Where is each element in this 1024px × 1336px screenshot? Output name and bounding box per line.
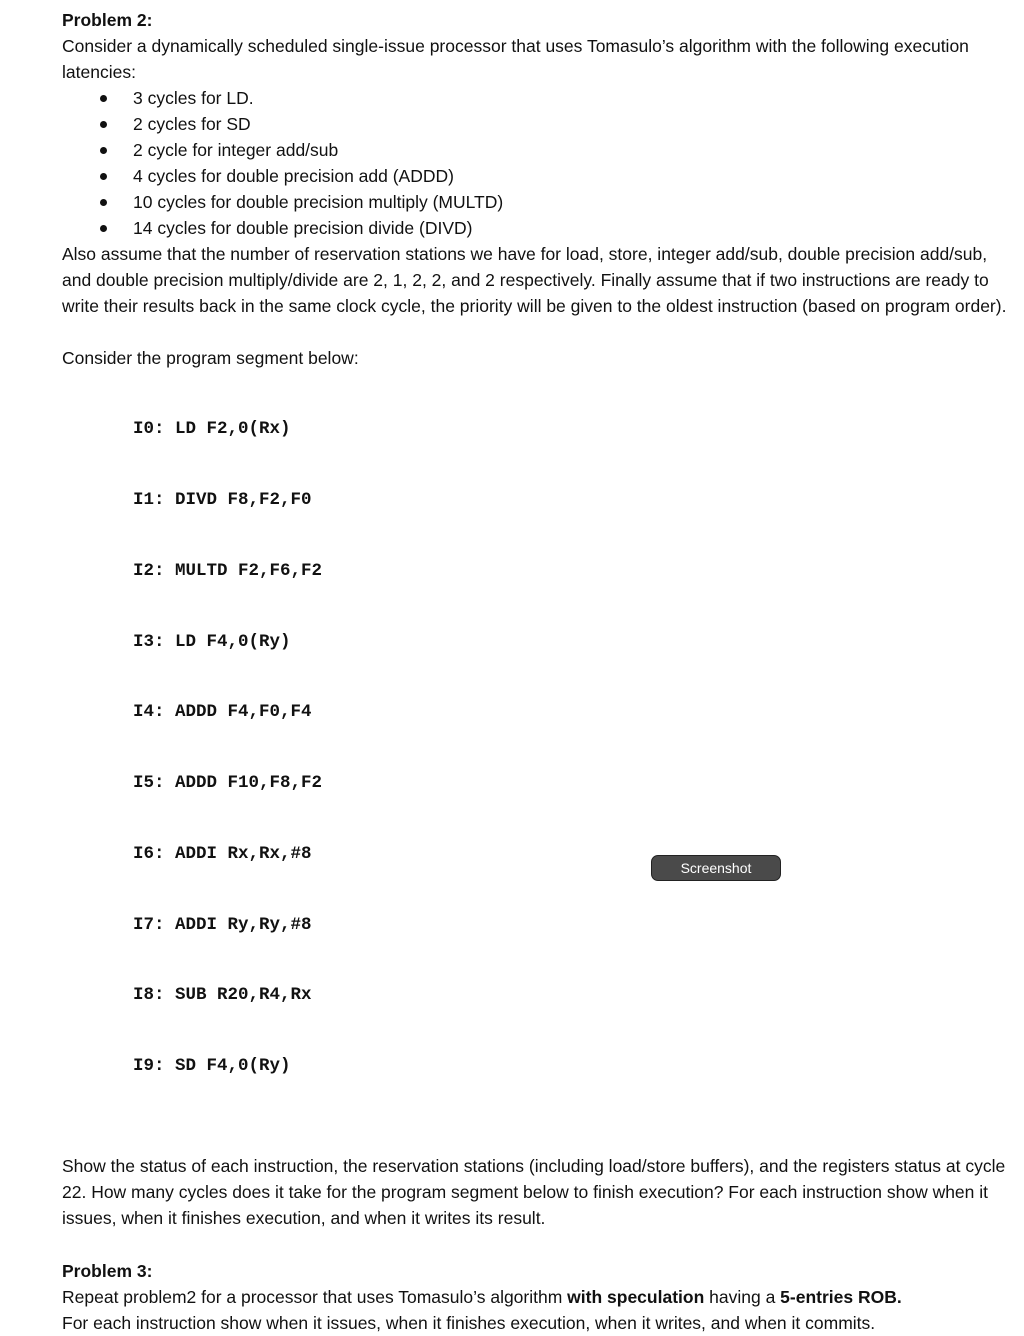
code-line: I6: ADDI Rx,Rx,#8 — [133, 843, 312, 864]
code-line: I9: SD F4,0(Ry) — [133, 1056, 291, 1077]
list-item: 2 cycles for SD — [62, 111, 1012, 137]
code-line: I3: LD F4,0(Ry) — [133, 631, 291, 652]
bullet-icon — [100, 225, 107, 232]
document-page — [62, 7, 1012, 1336]
bullet-icon — [100, 95, 107, 102]
bullet-icon — [100, 199, 107, 206]
bullet-icon — [100, 121, 107, 128]
latency-list — [62, 85, 1012, 241]
code-listing — [133, 371, 1012, 1126]
problem2-intro: Consider a dynamically scheduled single-issue processor that uses Tomasulo’s algorithm with the following execution latencies: — [62, 36, 969, 82]
code-line: I0: LD F2,0(Rx) — [133, 419, 291, 440]
list-item: 3 cycles for LD. — [62, 85, 1012, 111]
problem2-assumptions: Also assume that the number of reservation stations we have for load, store, integer add/sub, double precision add/sub, and double precision multiply/divide are 2, 1, 2, 2, and 2 respectively. Finally assume that if two instructions are ready to write their results back in the same clock cycle, the priority will be given to the oldest instruction (based on program order). — [62, 244, 1007, 316]
problem2-question: Show the status of each instruction, the reservation stations (including load/store buffers), and the registers status at cycle 22. How many cycles does it take for the program segment below to finish execution? For each instruction show when it issues, when it finishes execution, and when it writes its result. — [62, 1156, 1006, 1228]
bullet-icon — [100, 173, 107, 180]
screenshot-button[interactable]: Screenshot — [651, 855, 781, 881]
code-line: I4: ADDD F4,F0,F4 — [133, 702, 312, 723]
list-item: 4 cycles for double precision add (ADDD) — [62, 163, 1012, 189]
problem3-title: Problem 3: — [62, 1261, 153, 1281]
bullet-icon — [100, 147, 107, 154]
problem2-title: Problem 2: — [62, 10, 153, 30]
problem3-text: Repeat problem2 for a processor that uses Tomasulo’s algorithm with speculation having a 5-entries ROB. For each instruction show when it issues, when it finishes execution, when it writes, and when it commits. — [62, 1287, 902, 1333]
code-line: I2: MULTD F2,F6,F2 — [133, 560, 323, 581]
code-line: I5: ADDD F10,F8,F2 — [133, 773, 323, 794]
list-item: 10 cycles for double precision multiply (MULTD) — [62, 189, 1012, 215]
list-item: 2 cycle for integer add/sub — [62, 137, 1012, 163]
segment-intro: Consider the program segment below: — [62, 348, 359, 368]
code-line: I8: SUB R20,R4,Rx — [133, 985, 312, 1006]
code-line: I1: DIVD F8,F2,F0 — [133, 489, 312, 510]
list-item: 14 cycles for double precision divide (DIVD) — [62, 215, 1012, 241]
code-line: I7: ADDI Ry,Ry,#8 — [133, 914, 312, 935]
